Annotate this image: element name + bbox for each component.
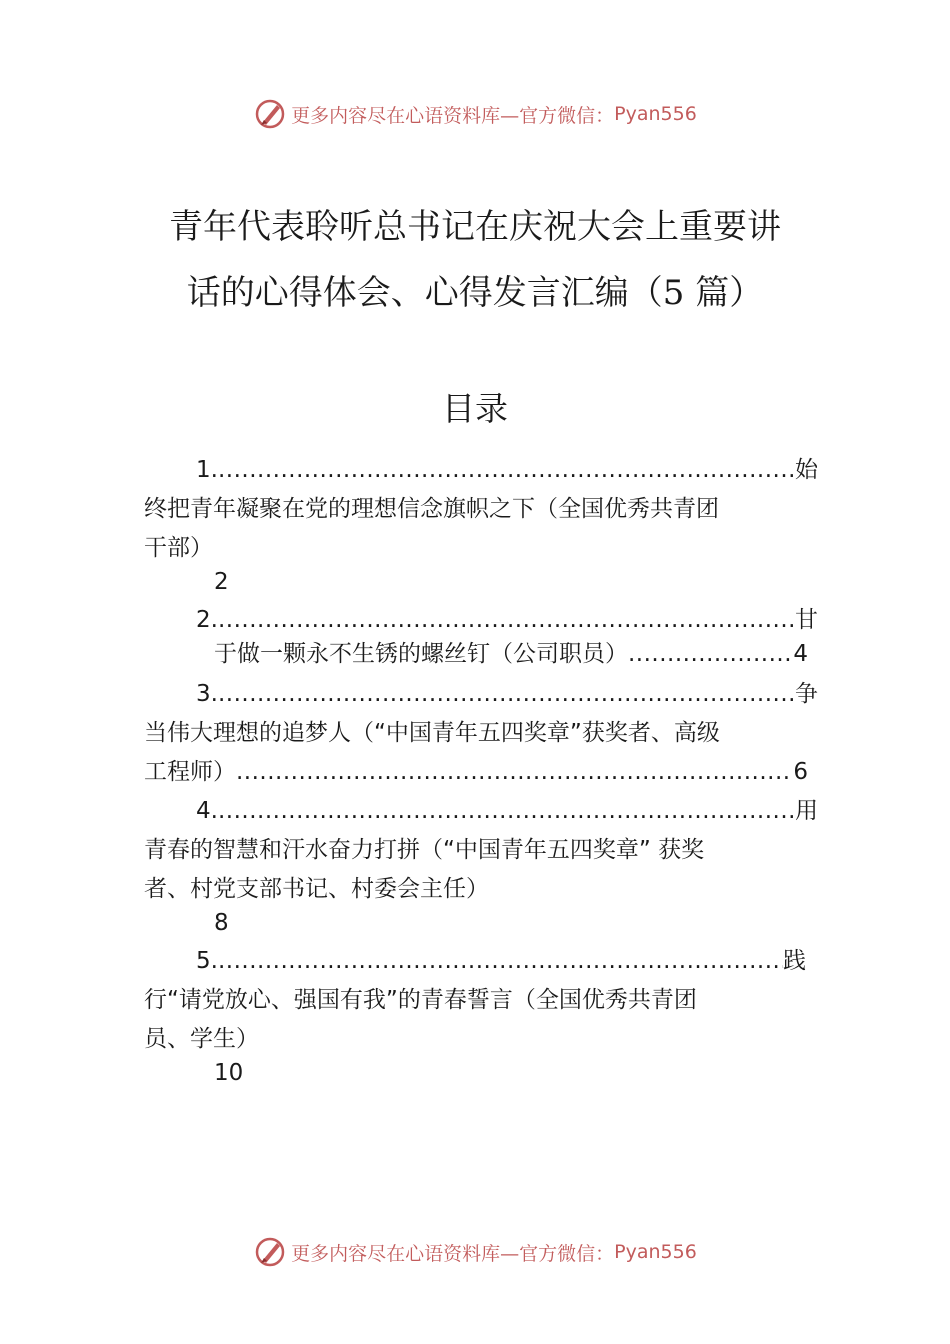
toc-dot-leader [628, 636, 793, 672]
toc-heading: 目录 [442, 389, 508, 428]
toc-entry-text: 于做一颗永不生锈的螺丝钉（公司职员） [214, 641, 628, 667]
toc-entry-number: 1. [196, 457, 218, 483]
toc-entry-number: 3. [196, 681, 218, 707]
banner-site-text: 更多内容尽在心语资料库—官方微信： [291, 1242, 615, 1265]
pen-logo-icon [253, 97, 287, 131]
banner-wechat-id: Pyan556 [614, 103, 697, 125]
toc-entry-first-char: 践 [783, 948, 806, 974]
pen-logo-icon [253, 1235, 287, 1269]
banner-wechat-id: Pyan556 [614, 1241, 697, 1263]
toc-entry-page: 4 [793, 641, 808, 667]
toc-entry-page: 6 [793, 759, 808, 785]
toc-entry-3-text-line1[interactable]: 当伟大理想的追梦人（“中国青年五四奖章”获奖者、高级 [144, 720, 720, 746]
toc-entry-number: 5. [196, 948, 218, 974]
toc-entry-3-text-line2[interactable] [144, 754, 808, 790]
toc-entry-1-text-line2[interactable]: 干部） [144, 535, 213, 561]
toc-entry-4-leader[interactable] [196, 793, 818, 829]
toc-dot-leader [236, 754, 793, 790]
toc-entry-5-text-line2[interactable]: 员、学生） [144, 1026, 259, 1052]
toc-entry-1-page[interactable]: 2 [214, 569, 229, 595]
toc-entry-1-text-line1[interactable]: 终把青年凝聚在党的理想信念旗帜之下（全国优秀共青团 [144, 496, 719, 522]
toc-entry-1-leader[interactable] [196, 452, 818, 488]
toc-entry-text: 工程师） [144, 759, 236, 785]
document-title-line1: 青年代表聆听总书记在庆祝大会上重要讲 [169, 207, 781, 247]
toc-dot-leader [218, 943, 783, 979]
toc-entry-4-page[interactable]: 8 [214, 910, 229, 936]
toc-entry-first-char: 用 [795, 798, 818, 824]
toc-entry-3-leader[interactable] [196, 676, 818, 712]
toc-entry-number: 2. [196, 607, 218, 633]
toc-entry-number: 4. [196, 798, 218, 824]
toc-dot-leader [218, 452, 795, 488]
toc-entry-2-text-line1[interactable] [214, 636, 808, 672]
toc-entry-5-leader[interactable] [196, 943, 806, 979]
toc-dot-leader [218, 676, 795, 712]
banner-site-text: 更多内容尽在心语资料库—官方微信： [291, 104, 615, 127]
toc-entry-first-char: 始 [795, 457, 818, 483]
toc-dot-leader [218, 602, 795, 638]
toc-entry-first-char: 争 [795, 681, 818, 707]
toc-entry-4-text-line2[interactable]: 者、村党支部书记、村委会主任） [144, 876, 489, 902]
toc-dot-leader [218, 793, 795, 829]
document-title-line2: 话的心得体会、心得发言汇编（5 篇） [186, 273, 764, 313]
toc-entry-2-leader[interactable] [196, 602, 818, 638]
footer-banner [0, 1232, 950, 1272]
toc-entry-5-page[interactable]: 10 [214, 1060, 244, 1086]
toc-entry-first-char: 甘 [795, 607, 818, 633]
toc-entry-5-text-line1[interactable]: 行“请党放心、强国有我”的青春誓言（全国优秀共青团 [144, 987, 697, 1013]
toc-entry-4-text-line1[interactable]: 青春的智慧和汗水奋力打拼（“中国青年五四奖章” 获奖 [144, 837, 705, 863]
header-banner [0, 94, 950, 134]
